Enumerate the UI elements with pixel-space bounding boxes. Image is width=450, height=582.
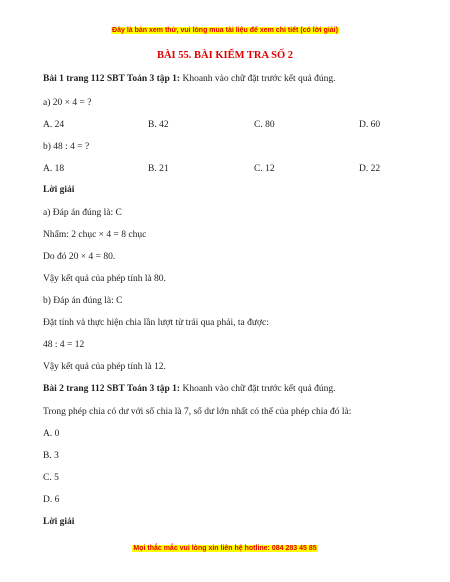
- q1b-option-b: B. 21: [148, 164, 169, 174]
- q1b-question: b) 48 : 4 = ?: [43, 142, 90, 152]
- solution1-line: a) Đáp án đúng là: C: [43, 208, 122, 218]
- q1a-option-b: B. 42: [148, 120, 169, 130]
- q2-question: Trong phép chia có dư với số chia là 7, số dư lớn nhất có thể của phép chia đó là:: [43, 407, 352, 417]
- solution1-heading: Lời giải: [43, 185, 75, 195]
- q1a-option-d: D. 60: [359, 120, 381, 130]
- q1a-option-c: C. 80: [254, 120, 275, 130]
- solution1-line: Đặt tính và thực hiện chia lần lượt từ trái qua phải, ta được:: [43, 318, 269, 328]
- q2-option-c: C. 5: [43, 473, 59, 483]
- q1a-question: a) 20 × 4 = ?: [43, 98, 92, 108]
- solution1-line: Nhẩm: 2 chục × 4 = 8 chục: [43, 230, 147, 240]
- solution1-line: b) Đáp án đúng là: C: [43, 296, 123, 306]
- solution1-line: Vậy kết quả của phép tính là 80.: [43, 274, 166, 284]
- q1b-option-a: A. 18: [43, 164, 65, 174]
- q1a-option-a: A. 24: [43, 120, 65, 130]
- page-title: BÀI 55. BÀI KIỂM TRA SỐ 2: [156, 50, 294, 61]
- solution2-heading: Lời giải: [43, 517, 75, 527]
- q1-heading: Bài 1 trang 112 SBT Toán 3 tập 1:: [43, 74, 181, 84]
- header-notice: [0, 27, 450, 34]
- q2-heading: Bài 2 trang 112 SBT Toán 3 tập 1:: [43, 384, 181, 394]
- q1-line: [43, 73, 336, 85]
- q1-prompt: Khoanh vào chữ đặt trước kết quả đúng.: [180, 74, 336, 84]
- q2-line: [43, 383, 336, 395]
- q2-prompt: Khoanh vào chữ đặt trước kết quả đúng.: [180, 384, 336, 394]
- footer-notice: [0, 545, 450, 552]
- q2-option-d: D. 6: [43, 495, 60, 505]
- q1b-option-c: C. 12: [254, 164, 275, 174]
- solution1-line: 48 : 4 = 12: [43, 340, 85, 350]
- footer-notice-text: Mọi thắc mắc vui lòng xin liên hệ hotline: 084 283 45 85: [133, 545, 317, 552]
- header-notice-text: Đây là bản xem thử, vui lòng mua tài liệu để xem chi tiết (có lời giải): [112, 27, 338, 34]
- q1b-option-d: D. 22: [359, 164, 381, 174]
- solution1-line: Do đó 20 × 4 = 80.: [43, 252, 116, 262]
- q2-option-b: B. 3: [43, 451, 59, 461]
- q2-option-a: A. 0: [43, 429, 60, 439]
- solution1-line: Vậy kết quả của phép tính là 12.: [43, 362, 166, 372]
